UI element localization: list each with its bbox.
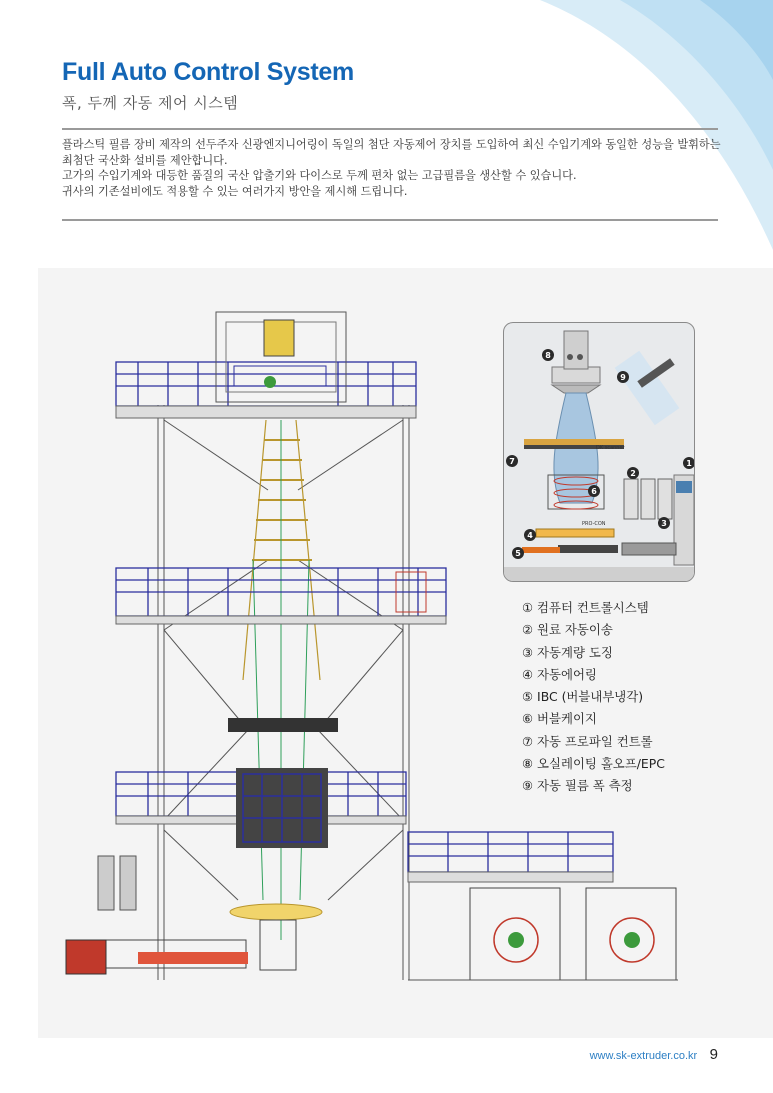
bottom-divider [62, 219, 718, 221]
legend-item: ⑦ 자동 프로파일 컨트롤 [522, 733, 653, 749]
page-subtitle: 폭, 두께 자동 제어 시스템 [62, 94, 239, 112]
inset-marker-9: 9 [620, 373, 626, 382]
inset-marker-8: 8 [545, 351, 551, 360]
top-divider [62, 128, 718, 130]
legend-item: ⑥ 버블케이지 [522, 711, 597, 727]
page-title: Full Auto Control System [62, 58, 354, 86]
procon-label: PRO-CON [582, 521, 606, 527]
control-system-inset [503, 322, 695, 582]
page-footer [590, 1046, 718, 1064]
intro-paragraph: 귀사의 기존설비에도 적용할 수 있는 여러가지 방안을 제시해 드립니다. [62, 184, 408, 198]
scanner-label: DK scanner [596, 445, 625, 451]
page-number: 9 [709, 1046, 718, 1063]
intro-paragraph: 플라스틱 필름 장비 제작의 선두주자 신광엔지니어링이 독일의 첨단 자동제어 장치를 도입하여 최신 수입기계와 동일한 성능을 발휘하는 최첨단 국산화 설비를 제안합니다. [62, 138, 721, 167]
inset-schematic [504, 323, 694, 581]
website-link[interactable]: www.sk-extruder.co.kr [589, 1050, 698, 1062]
intro-paragraph: 고가의 수입기계와 대등한 품질의 국산 압출기와 다이스로 두께 편차 없는 고급필름을 생산할 수 있습니다. [62, 169, 577, 182]
legend-item: ⑧ 오실레이팅 홀오프/EPC [522, 756, 665, 772]
legend-item: ① 컴퓨터 컨트롤시스템 [522, 600, 649, 615]
inset-marker-7: 7 [509, 457, 515, 466]
inset-marker-4: 4 [527, 531, 533, 540]
intro-text [62, 137, 722, 199]
legend-item: ③ 자동계량 도징 [522, 644, 613, 660]
legend-item: ④ 자동에어링 [522, 666, 597, 682]
inset-marker-3: 3 [661, 519, 667, 528]
legend-item: ② 원료 자동이송 [522, 622, 613, 638]
inset-marker-2: 2 [630, 469, 636, 478]
inset-marker-5: 5 [515, 549, 521, 558]
legend-item: ⑨ 자동 필름 폭 측정 [522, 778, 633, 794]
inset-marker-6: 6 [591, 487, 597, 496]
component-legend [522, 597, 665, 798]
inset-marker-1: 1 [686, 459, 692, 468]
legend-item: ⑤ IBC (버블내부냉각) [522, 689, 644, 705]
